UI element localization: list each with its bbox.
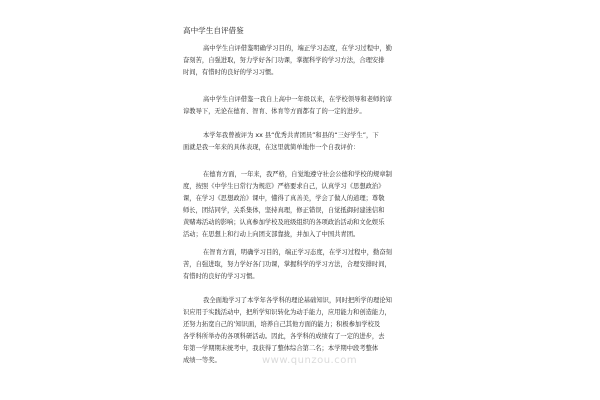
paragraph-line: 本学年我曾被评为 xx 县“优秀共青团员”和县的“三好学生”，下 — [203, 132, 379, 139]
paragraph-line: 奋刻苦，自强进取，努力学好各门功课，掌握科学的学习方法，合理安排 — [183, 57, 385, 64]
paragraph-line: 活动；在思想上和行动上向团支部靠拢，并加入了中国共青团。 — [183, 231, 360, 238]
paragraph-line: 高中学生自评借鉴明确学习目的，端正学习态度，在学习过程中，勤 — [203, 45, 392, 52]
paragraph-line: 各学科所举办的各项科研活动。因此，各学科的成绩有了一定的进步，去 — [183, 333, 385, 340]
paragraph-line: 我全面地学习了本学年各学科的理论基础知识，同时把所学的理论知 — [203, 297, 392, 304]
paragraph-line: 识应用于实践活动中，把所学知识转化为动手能力，应用能力和创造能力， — [183, 309, 391, 316]
paragraph-5 — [183, 247, 415, 283]
paragraph-line: 年第一学期期末统考中，我获得了整体综合第二名；本学期中段考整体 — [183, 345, 379, 352]
paragraph-line: 时间，有惜时的良好的学习习惯。 — [183, 69, 278, 76]
paragraph-line: 高中学生自评借鉴一我自上高中一年级以来，在学校领导和老师的谆 — [203, 96, 392, 103]
paragraph-line: 有惜时的良好的学习习惯。 — [183, 273, 259, 280]
paragraph-line: 在德育方面，一年来，我严格，自觉地遵守社会公德和学校的规章制 — [203, 171, 392, 178]
document-title: 高中学生自评借鉴 — [183, 26, 244, 35]
paragraph-line: 面就是我一年来的具体表现，在这里就简单地作一个自我评价： — [183, 144, 360, 151]
paragraph-2 — [183, 94, 415, 118]
paragraph-line: 苦，自强进取，努力学好各门功课，掌握科学的学习方法，合理安排时间， — [183, 261, 391, 268]
paragraph-1 — [183, 43, 415, 79]
paragraph-line: 还努力拓宽自己的’知识面，培养自己其他方面的能力；积极参加学校及 — [183, 321, 381, 328]
watermark: www.qunzou.com — [262, 355, 358, 366]
paragraph-line: 度，按照《中学生日常行为规范》严格要求自己，认真学习《思想政治》 — [183, 183, 385, 190]
paragraph-line: 谆教导下，无论在德育、智育、体育等方面都有了的一定的进步。 — [183, 108, 366, 115]
paragraph-line: 成绩一等奖。 — [183, 357, 221, 364]
paragraph-3 — [183, 130, 415, 154]
paragraph-line: 黄赌毒活动的影响；认真参加学校及班级组织的各项政治活动和文化娱乐 — [183, 219, 385, 226]
paragraph-line: 在智育方面，明确学习目的，端正学习态度，在学习过程中，勤奋刻 — [203, 249, 392, 256]
paragraph-line: 师长，团结同学，关系集体，坚持真理，修正错误，自觉抵御封建迷信和 — [183, 207, 385, 214]
paragraph-4 — [183, 169, 415, 241]
paragraph-line: 课，在学习《思想政治》课中，懂得了真善美，学会了做人的道理；尊敬 — [183, 195, 385, 202]
